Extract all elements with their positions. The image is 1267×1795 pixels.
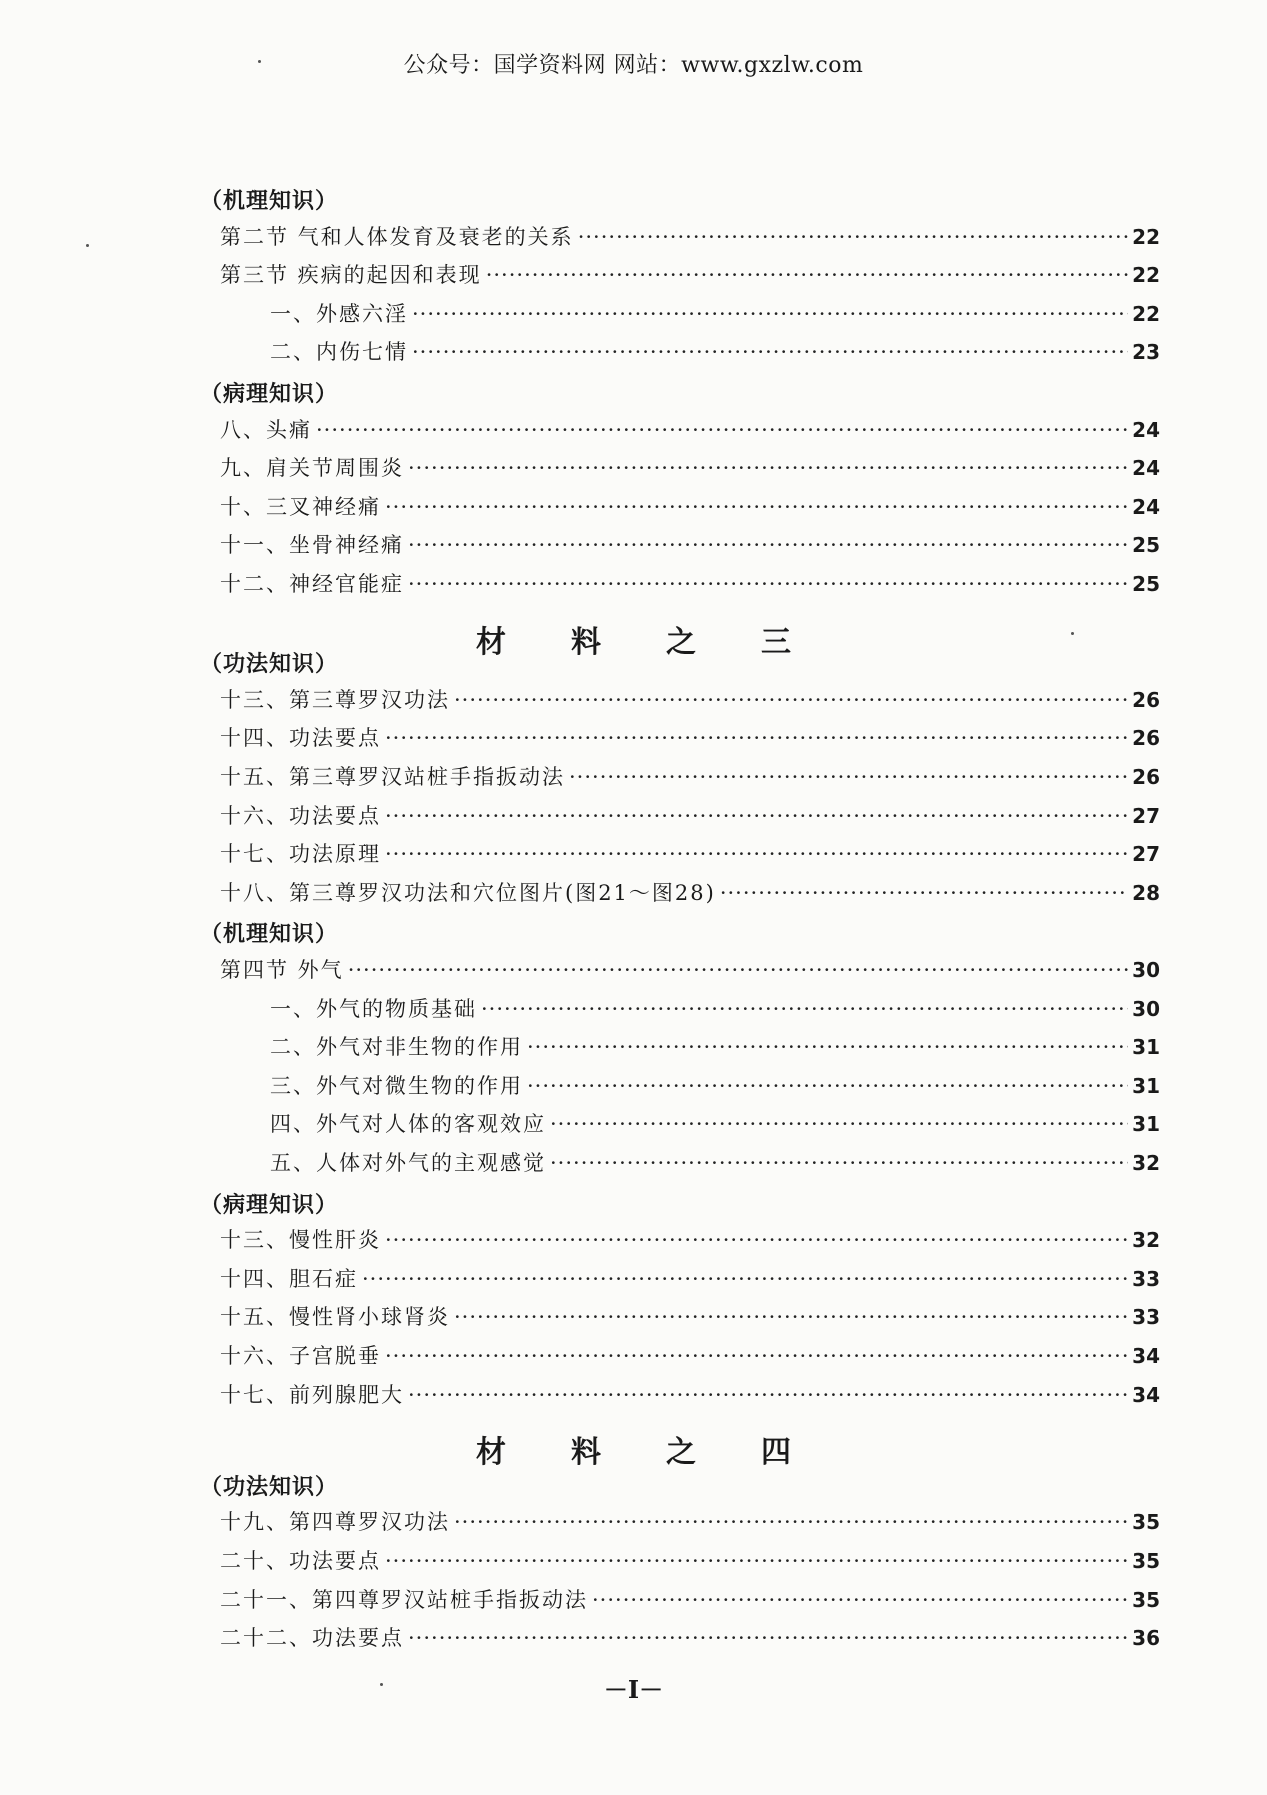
toc-entry-title: 五、人体对外气的主观感觉: [270, 1151, 546, 1175]
dot-leader: [408, 1379, 1128, 1411]
scan-speck: [1071, 632, 1074, 635]
toc-entry-title: 十、三叉神经痛: [220, 494, 381, 519]
dot-leader: [385, 800, 1128, 832]
toc-entry-page: 31: [1132, 1073, 1160, 1098]
toc-entry[interactable]: [220, 491, 1160, 523]
toc-entry[interactable]: [220, 1379, 1160, 1411]
toc-entry-title: 八、头痛: [220, 417, 312, 442]
dot-leader: [385, 491, 1128, 523]
section-group-label: （机理知识）: [200, 922, 339, 948]
part-heading: [0, 617, 1267, 661]
toc-entry[interactable]: [220, 1622, 1160, 1654]
toc-entry[interactable]: [270, 1031, 1160, 1063]
toc-entry-page: 26: [1132, 726, 1160, 751]
toc-entry-title: 第二节 气和人体发育及衰老的关系: [220, 224, 574, 249]
toc-entry-title: 十五、第三尊罗汉站桩手指扳动法: [220, 765, 565, 789]
toc-entry-page: 25: [1132, 533, 1160, 558]
dot-leader: [408, 1622, 1128, 1654]
toc-entry[interactable]: [220, 1506, 1160, 1538]
toc-entry[interactable]: [220, 568, 1160, 600]
toc-entry-title: 十五、慢性肾小球肾炎: [220, 1305, 450, 1330]
toc-entry[interactable]: [220, 1301, 1160, 1333]
toc-entry[interactable]: [270, 1070, 1160, 1102]
toc-entry[interactable]: [220, 1545, 1160, 1577]
dot-leader: [316, 414, 1128, 446]
dot-leader: [408, 568, 1128, 600]
dot-leader: [454, 1301, 1128, 1333]
toc-entry[interactable]: [220, 684, 1160, 716]
toc-entry-title: 一、外感六淫: [270, 301, 408, 326]
section-group-label: （机理知识）: [200, 189, 339, 214]
toc-entry-page: 26: [1132, 765, 1160, 789]
toc-entry[interactable]: [270, 298, 1160, 330]
dot-leader: [362, 1263, 1128, 1295]
part-heading-char: 四: [761, 1435, 791, 1471]
dot-leader: [481, 993, 1128, 1025]
dot-leader: [550, 1147, 1128, 1179]
toc-entry-title: 二、内伤七情: [270, 340, 408, 365]
dot-leader: [385, 838, 1128, 870]
page-number: －Ⅰ－: [603, 1675, 664, 1704]
dot-leader: [385, 1545, 1128, 1577]
toc-entry-title: 十一、坐骨神经痛: [220, 533, 404, 558]
part-heading-char: 料: [571, 624, 601, 660]
toc-entry-title: 十七、功法原理: [220, 842, 381, 867]
dot-leader: [348, 954, 1128, 986]
part-heading-char: 料: [571, 1435, 601, 1471]
toc-entry-title: 十三、慢性肝炎: [220, 1228, 381, 1253]
toc-entry-page: 28: [1132, 880, 1160, 905]
toc-entry[interactable]: [220, 800, 1160, 832]
toc-entry-title: 十四、胆石症: [220, 1266, 358, 1291]
toc-entry-page: 24: [1132, 417, 1160, 442]
toc-entry-page: 32: [1132, 1228, 1160, 1253]
toc-entry[interactable]: [270, 1147, 1160, 1179]
dot-leader: [408, 529, 1128, 561]
toc-entry-title: 十二、神经官能症: [220, 572, 404, 596]
toc-entry-title: 十三、第三尊罗汉功法: [220, 687, 450, 712]
toc-entry[interactable]: [220, 414, 1160, 446]
toc-entry[interactable]: [220, 452, 1160, 484]
dot-leader: [569, 761, 1128, 793]
toc-entry-page: 31: [1132, 1035, 1160, 1060]
toc-entry-title: 十六、子宫脱垂: [220, 1344, 381, 1368]
toc-entry-page: 22: [1132, 224, 1160, 249]
part-heading-char: 之: [666, 1435, 696, 1471]
toc-entry-page: 25: [1132, 572, 1160, 596]
part-heading-char: 材: [476, 1435, 506, 1471]
toc-entry-title: 二、外气对非生物的作用: [270, 1035, 523, 1060]
toc-entry-title: 二十一、第四尊罗汉站桩手指扳动法: [220, 1587, 588, 1612]
toc-entry[interactable]: [270, 1108, 1160, 1140]
toc-entry[interactable]: [220, 838, 1160, 870]
dot-leader: [385, 1340, 1128, 1372]
page-header: 公众号：国学资料网 网站：www.gxzlw.com: [403, 53, 864, 78]
toc-entry-title: 第四节 外气: [220, 958, 344, 982]
dot-leader: [592, 1584, 1128, 1616]
part-heading-char: 三: [761, 624, 791, 660]
section-group-label: （病理知识）: [200, 1192, 339, 1218]
toc-entry[interactable]: [220, 954, 1160, 986]
toc-entry[interactable]: [220, 221, 1160, 253]
toc-entry-title: 二十二、功法要点: [220, 1626, 404, 1651]
toc-entry-page: 22: [1132, 301, 1160, 326]
dot-leader: [408, 452, 1128, 484]
dot-leader: [385, 1224, 1128, 1256]
scan-speck: [258, 60, 261, 63]
toc-entry-page: 34: [1132, 1382, 1160, 1407]
toc-entry-page: 32: [1132, 1151, 1160, 1175]
toc-entry[interactable]: [270, 336, 1160, 368]
toc-entry-page: 33: [1132, 1305, 1160, 1330]
dot-leader: [454, 1506, 1128, 1538]
toc-entry[interactable]: [220, 722, 1160, 754]
toc-entry[interactable]: [270, 993, 1160, 1025]
part-heading-char: 材: [476, 624, 506, 660]
toc-entry[interactable]: [220, 1263, 1160, 1295]
toc-entry-page: 31: [1132, 1112, 1160, 1137]
toc-entry-page: 33: [1132, 1266, 1160, 1291]
toc-entry-page: 27: [1132, 803, 1160, 828]
dot-leader: [720, 877, 1128, 909]
toc-entry[interactable]: [220, 259, 1160, 291]
toc-entry-title: 二十、功法要点: [220, 1549, 381, 1573]
toc-entry-title: 三、外气对微生物的作用: [270, 1073, 523, 1098]
dot-leader: [385, 722, 1128, 754]
part-heading-char: 之: [666, 624, 696, 660]
toc-entry-title: 第三节 疾病的起因和表现: [220, 263, 482, 288]
toc-entry-page: 36: [1132, 1626, 1160, 1651]
toc-entry-page: 24: [1132, 456, 1160, 481]
dot-leader: [527, 1070, 1128, 1102]
part-heading: [0, 1427, 1267, 1471]
toc-entry[interactable]: [220, 1224, 1160, 1256]
toc-entry-title: 十六、功法要点: [220, 803, 381, 828]
toc-entry-page: 22: [1132, 263, 1160, 288]
section-group-label: （功法知识）: [200, 1474, 339, 1500]
toc-entry-title: 一、外气的物质基础: [270, 996, 477, 1021]
toc-entry-page: 30: [1132, 958, 1160, 982]
toc-entry-page: 23: [1132, 340, 1160, 365]
toc-entry[interactable]: [220, 1340, 1160, 1372]
toc-entry-title: 十八、第三尊罗汉功法和穴位图片(图21～图28): [220, 880, 716, 905]
toc-entry-title: 十九、第四尊罗汉功法: [220, 1510, 450, 1535]
dot-leader: [550, 1108, 1128, 1140]
dot-leader: [527, 1031, 1128, 1063]
scan-speck: [86, 244, 89, 247]
toc-entry-page: 34: [1132, 1344, 1160, 1368]
toc-entry[interactable]: [220, 877, 1160, 909]
dot-leader: [454, 684, 1128, 716]
toc-entry-title: 九、肩关节周围炎: [220, 456, 404, 481]
dot-leader: [412, 298, 1128, 330]
toc-entry-page: 27: [1132, 842, 1160, 867]
toc-entry[interactable]: [220, 1584, 1160, 1616]
toc-entry[interactable]: [220, 761, 1160, 793]
toc-entry-title: 四、外气对人体的客观效应: [270, 1112, 546, 1137]
toc-entry-title: 十七、前列腺肥大: [220, 1382, 404, 1407]
dot-leader: [486, 259, 1128, 291]
section-group-label: （功法知识）: [200, 652, 339, 678]
toc-entry-page: 35: [1132, 1587, 1160, 1612]
toc-entry-page: 30: [1132, 996, 1160, 1021]
toc-entry-page: 35: [1132, 1549, 1160, 1573]
dot-leader: [578, 221, 1128, 253]
toc-entry-page: 35: [1132, 1510, 1160, 1535]
toc-entry-title: 十四、功法要点: [220, 726, 381, 751]
toc-entry-page: 24: [1132, 494, 1160, 519]
toc-entry[interactable]: [220, 529, 1160, 561]
toc-entry-page: 26: [1132, 687, 1160, 712]
scan-speck: [380, 1683, 383, 1686]
section-group-label: （病理知识）: [200, 382, 339, 407]
dot-leader: [412, 336, 1128, 368]
